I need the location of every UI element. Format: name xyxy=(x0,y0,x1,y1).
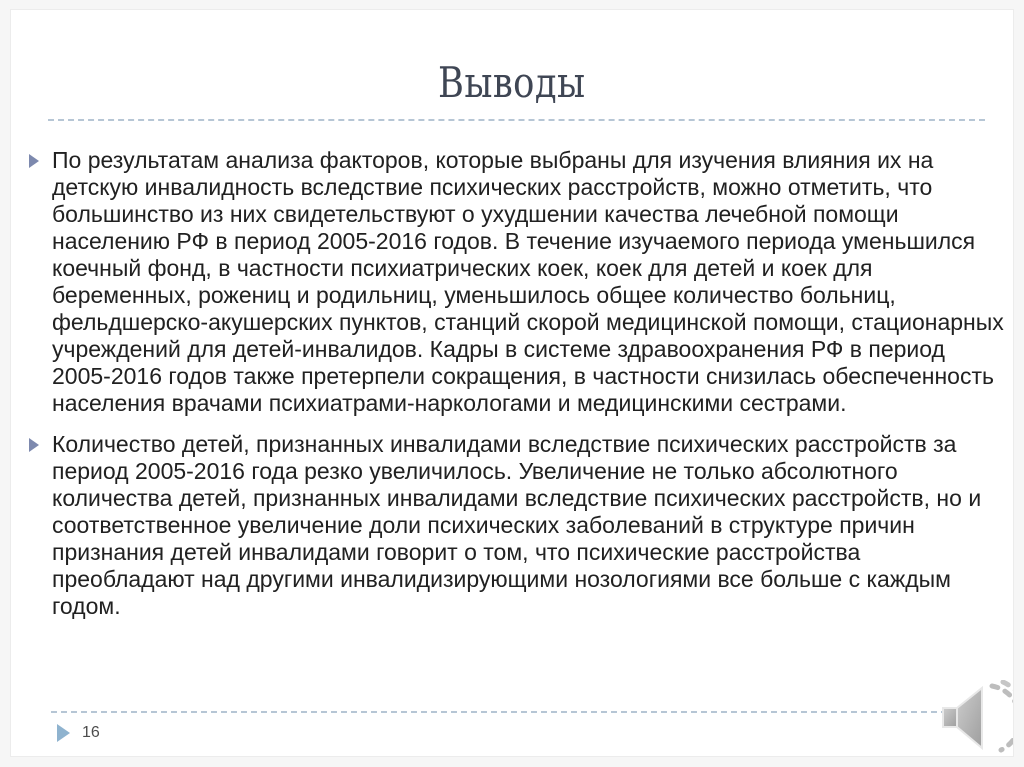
slide-title: Выводы xyxy=(438,58,586,107)
bullet-arrow-icon xyxy=(29,438,39,452)
page-number: 16 xyxy=(82,724,100,741)
footer-row xyxy=(51,720,977,746)
bullet-text: По результатам анализа факторов, которые выбраны для изучения влияния их на детскую инвалидность вследствие психических расстройств, можно отметить, что большинство из них свидетельствуют о ухудшении качества лечебной помощи населению РФ в период 2005-2016 годов. В течение изучаемого периода уменьшился коечный фонд, в частности психиатрических коек, коек для детей и коек для беременных, рожениц и родильниц, уменьшилось общее количество больниц, фельдшерско-акушерских пунктов, станций скорой медицинской помощи, стационарных учреждений для детей-инвалидов. Кадры в системе здравоохранения РФ в период 2005-2016 годов также претерпели сокращения, в частности снизилась обеспеченность населения врачами психиатрами-наркологами и медицинскими сестрами. xyxy=(52,147,1004,417)
footer-divider xyxy=(51,711,977,713)
audio-speaker-icon[interactable] xyxy=(937,680,1014,756)
bullet-text: Количество детей, признанных инвалидами вследствие психических расстройств за период 2005-2016 года резко увеличилось. Увеличение не только абсолютного количества детей, признанных инвалидами вследствие психических расстройств, но и соответственное увеличение доли психических заболеваний в структуре причин признания детей инвалидами говорит о том, что психические расстройства преобладают над другими инвалидизирующими нозологиями все больше с каждым годом. xyxy=(52,431,982,620)
title-area xyxy=(11,60,1013,106)
speaker-body xyxy=(943,688,982,748)
slide-body xyxy=(19,147,1005,620)
footer-arrow-icon xyxy=(57,724,70,742)
bullet-item xyxy=(19,147,1005,417)
sound-waves xyxy=(992,682,1014,754)
bullet-arrow-icon xyxy=(29,154,39,168)
title-divider xyxy=(48,119,985,121)
presentation-slide xyxy=(10,9,1014,757)
bullet-item xyxy=(19,431,1005,620)
slide-footer xyxy=(51,711,977,746)
